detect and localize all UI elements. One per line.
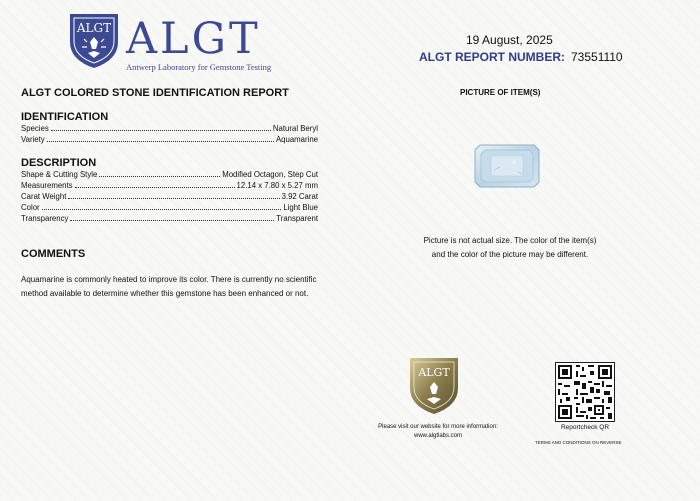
variety-label: Variety bbox=[21, 135, 45, 144]
transparency-label: Transparency bbox=[21, 214, 69, 223]
description-heading: DESCRIPTION bbox=[21, 157, 97, 169]
carat-row bbox=[21, 190, 318, 201]
brand-tagline: Antwerp Laboratory for Gemstone Testing bbox=[126, 62, 272, 72]
picture-title: PICTURE OF ITEM(S) bbox=[460, 88, 541, 97]
color-value: Light Blue bbox=[283, 203, 318, 212]
report-title: ALGT COLORED STONE IDENTIFICATION REPORT bbox=[21, 87, 289, 99]
color-label: Color bbox=[21, 203, 40, 212]
identification-heading: IDENTIFICATION bbox=[21, 111, 109, 123]
color-row bbox=[21, 201, 318, 212]
species-row bbox=[21, 122, 318, 133]
leader-dots bbox=[70, 220, 274, 221]
terms-notice: TERMS AND CONDITIONS ON REVERSE bbox=[535, 440, 622, 445]
shield-monogram: ALGT bbox=[76, 21, 112, 35]
qr-code-icon[interactable] bbox=[555, 362, 615, 422]
report-number-value: 73551110 bbox=[571, 50, 623, 64]
variety-row bbox=[21, 133, 318, 144]
website-info bbox=[352, 423, 524, 441]
comments-text: Aquamarine is commonly heated to improve its color. There is currently no scientific method available to determine whether this gemstone has been enhanced or not. bbox=[21, 275, 317, 298]
transparency-row bbox=[21, 212, 318, 223]
species-value: Natural Beryl bbox=[272, 124, 318, 133]
qr-label: Reportcheck QR bbox=[560, 424, 610, 431]
shape-label: Shape & Cutting Style bbox=[21, 170, 98, 179]
leader-dots bbox=[51, 130, 271, 131]
leader-dots bbox=[68, 198, 279, 199]
report-number-label: ALGT REPORT NUMBER: bbox=[419, 50, 565, 64]
species-label: Species bbox=[21, 124, 49, 133]
brand-name: ALGT bbox=[126, 14, 261, 64]
leader-dots bbox=[99, 176, 220, 177]
gemstone-image bbox=[474, 144, 540, 188]
leader-dots bbox=[75, 187, 235, 188]
carat-value: 3.92 Carat bbox=[281, 192, 318, 201]
transparency-value: Transparent bbox=[276, 214, 318, 223]
measurements-row bbox=[21, 179, 318, 190]
carat-label: Carat Weight bbox=[21, 192, 67, 201]
shape-row bbox=[21, 168, 318, 179]
comments-heading: COMMENTS bbox=[21, 248, 86, 260]
seal-monogram: ALGT bbox=[418, 366, 450, 379]
leader-dots bbox=[42, 209, 282, 210]
picture-disclaimer bbox=[394, 234, 626, 262]
algt-logo bbox=[68, 12, 272, 72]
shape-value: Modified Octagon, Step Cut bbox=[222, 170, 318, 179]
shield-logo-icon bbox=[68, 12, 120, 70]
website-link[interactable]: www.algtlabs.com bbox=[413, 433, 463, 439]
report-number bbox=[419, 50, 623, 64]
gold-seal-icon bbox=[408, 356, 460, 416]
visit-line1: Please visit our website for more information: bbox=[378, 424, 498, 430]
measurements-label: Measurements bbox=[21, 181, 73, 190]
report-date: 19 August, 2025 bbox=[466, 33, 553, 47]
picture-note-line1: Picture is not actual size. The color of the item(s) bbox=[423, 236, 597, 245]
picture-note-line2: and the color of the picture may be different. bbox=[431, 250, 589, 259]
measurements-value: 12.14 x 7.80 x 5.27 mm bbox=[236, 181, 318, 190]
variety-value: Aquamarine bbox=[275, 135, 318, 144]
leader-dots bbox=[47, 141, 274, 142]
